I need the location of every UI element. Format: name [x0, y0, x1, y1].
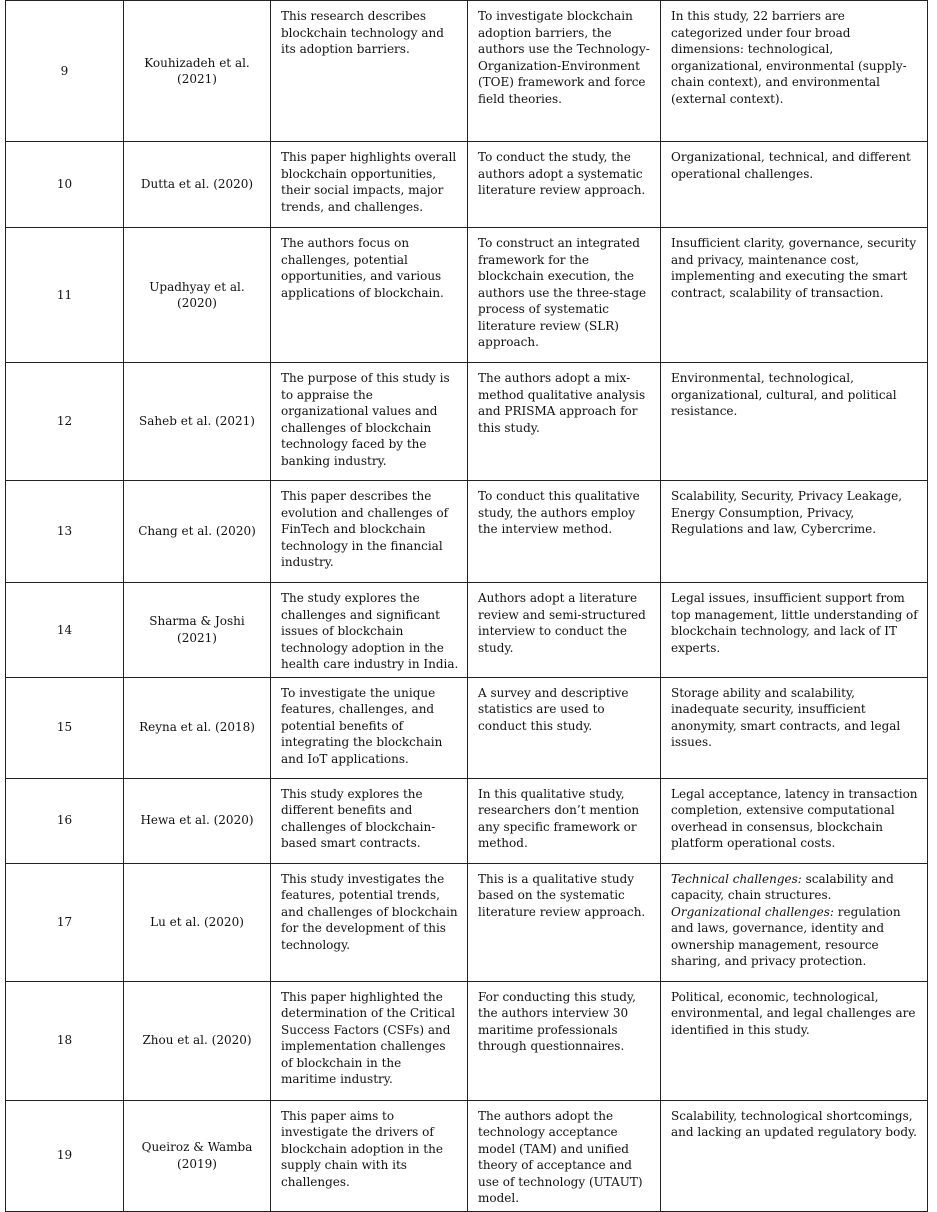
- author-cell: Saheb et al. (2021): [124, 363, 271, 481]
- method-cell: To investigate blockchain adoption barriers, the authors use the Technology-Organization-Environment (TOE) framework and force field theories.: [468, 1, 661, 142]
- description-cell: This research describes blockchain technology and its adoption barriers.: [271, 1, 468, 142]
- author-cell: Sharma & Joshi (2021): [124, 583, 271, 678]
- findings-cell: [661, 863, 928, 981]
- table-row: [6, 677, 928, 778]
- literature-review-table: [5, 0, 928, 1212]
- method-cell: In this qualitative study, researchers don’t mention any specific framework or method.: [468, 778, 661, 863]
- method-cell: To conduct the study, the authors adopt a systematic literature review approach.: [468, 142, 661, 228]
- row-number: 14: [6, 583, 124, 678]
- findings-cell: Environmental, technological, organizational, cultural, and political resistance.: [661, 363, 928, 481]
- description-cell: The purpose of this study is to appraise the organizational values and challenges of blockchain technology faced by the banking industry.: [271, 363, 468, 481]
- table-row: [6, 228, 928, 363]
- table-row: [6, 863, 928, 981]
- row-number: 12: [6, 363, 124, 481]
- author-cell: Zhou et al. (2020): [124, 981, 271, 1100]
- table-row: [6, 142, 928, 228]
- findings-cell: Scalability, technological shortcomings, and lacking an updated regulatory body.: [661, 1100, 928, 1211]
- method-cell: This is a qualitative study based on the systematic literature review approach.: [468, 863, 661, 981]
- description-cell: This paper highlights overall blockchain opportunities, their social impacts, major trends, and challenges.: [271, 142, 468, 228]
- findings-cell: Legal issues, insufficient support from top management, little understanding of blockchain technology, and lack of IT experts.: [661, 583, 928, 678]
- row-number: 13: [6, 481, 124, 583]
- findings-cell: In this study, 22 barriers are categorized under four broad dimensions: technological, organizational, environmental (supply-chain context), and environmental (external context).: [661, 1, 928, 142]
- row-number: 11: [6, 228, 124, 363]
- findings-cell: Political, economic, technological, environmental, and legal challenges are identified in this study.: [661, 981, 928, 1100]
- description-cell: The authors focus on challenges, potential opportunities, and various applications of blockchain.: [271, 228, 468, 363]
- table-row: [6, 363, 928, 481]
- table-row: [6, 1, 928, 142]
- method-cell: To construct an integrated framework for the blockchain execution, the authors use the three-stage process of systematic literature review (SLR) approach.: [468, 228, 661, 363]
- organizational-challenges-text: regulation and laws, governance, identity and ownership management, resource sharing, and privacy protection.: [671, 904, 901, 968]
- author-cell: Upadhyay et al. (2020): [124, 228, 271, 363]
- author-cell: Kouhizadeh et al. (2021): [124, 1, 271, 142]
- row-number: 18: [6, 981, 124, 1100]
- description-cell: The study explores the challenges and significant issues of blockchain technology adoption in the health care industry in India.: [271, 583, 468, 678]
- table-row: [6, 981, 928, 1100]
- table-row: [6, 778, 928, 863]
- author-cell: Chang et al. (2020): [124, 481, 271, 583]
- author-cell: Queiroz & Wamba (2019): [124, 1100, 271, 1211]
- table-row: [6, 1100, 928, 1211]
- method-cell: The authors adopt a mix-method qualitative analysis and PRISMA approach for this study.: [468, 363, 661, 481]
- row-number: 10: [6, 142, 124, 228]
- findings-cell: Legal acceptance, latency in transaction completion, extensive computational overhead in consensus, blockchain platform operational costs.: [661, 778, 928, 863]
- technical-challenges-text: scalability and capacity, chain structures.: [671, 871, 894, 902]
- description-cell: This paper describes the evolution and challenges of FinTech and blockchain technology in the financial industry.: [271, 481, 468, 583]
- description-cell: This paper highlighted the determination of the Critical Success Factors (CSFs) and implementation challenges of blockchain in the maritime industry.: [271, 981, 468, 1100]
- author-cell: Dutta et al. (2020): [124, 142, 271, 228]
- findings-cell: Insufficient clarity, governance, security and privacy, maintenance cost, implementing and executing the smart contract, scalability of transaction.: [661, 228, 928, 363]
- row-number: 16: [6, 778, 124, 863]
- author-cell: Reyna et al. (2018): [124, 677, 271, 778]
- findings-cell: Scalability, Security, Privacy Leakage, Energy Consumption, Privacy, Regulations and law, Cybercrime.: [661, 481, 928, 583]
- table-row: [6, 481, 928, 583]
- row-number: 15: [6, 677, 124, 778]
- method-cell: The authors adopt the technology acceptance model (TAM) and unified theory of acceptance and use of technology (UTAUT) model.: [468, 1100, 661, 1211]
- description-cell: This study investigates the features, potential trends, and challenges of blockchain for the development of this technology.: [271, 863, 468, 981]
- description-cell: This study explores the different benefits and challenges of blockchain-based smart contracts.: [271, 778, 468, 863]
- findings-cell: Organizational, technical, and different operational challenges.: [661, 142, 928, 228]
- technical-challenges-label: Technical challenges:: [671, 871, 802, 886]
- organizational-challenges-label: Organizational challenges:: [671, 904, 834, 919]
- method-cell: For conducting this study, the authors interview 30 maritime professionals through questionnaires.: [468, 981, 661, 1100]
- findings-cell: Storage ability and scalability, inadequate security, insufficient anonymity, smart contracts, and legal issues.: [661, 677, 928, 778]
- table-row: [6, 583, 928, 678]
- description-cell: To investigate the unique features, challenges, and potential benefits of integrating the blockchain and IoT applications.: [271, 677, 468, 778]
- method-cell: Authors adopt a literature review and semi-structured interview to conduct the study.: [468, 583, 661, 678]
- description-cell: This paper aims to investigate the drivers of blockchain adoption in the supply chain with its challenges.: [271, 1100, 468, 1211]
- author-cell: Hewa et al. (2020): [124, 778, 271, 863]
- method-cell: To conduct this qualitative study, the authors employ the interview method.: [468, 481, 661, 583]
- row-number: 9: [6, 1, 124, 142]
- author-cell: Lu et al. (2020): [124, 863, 271, 981]
- row-number: 17: [6, 863, 124, 981]
- method-cell: A survey and descriptive statistics are used to conduct this study.: [468, 677, 661, 778]
- row-number: 19: [6, 1100, 124, 1211]
